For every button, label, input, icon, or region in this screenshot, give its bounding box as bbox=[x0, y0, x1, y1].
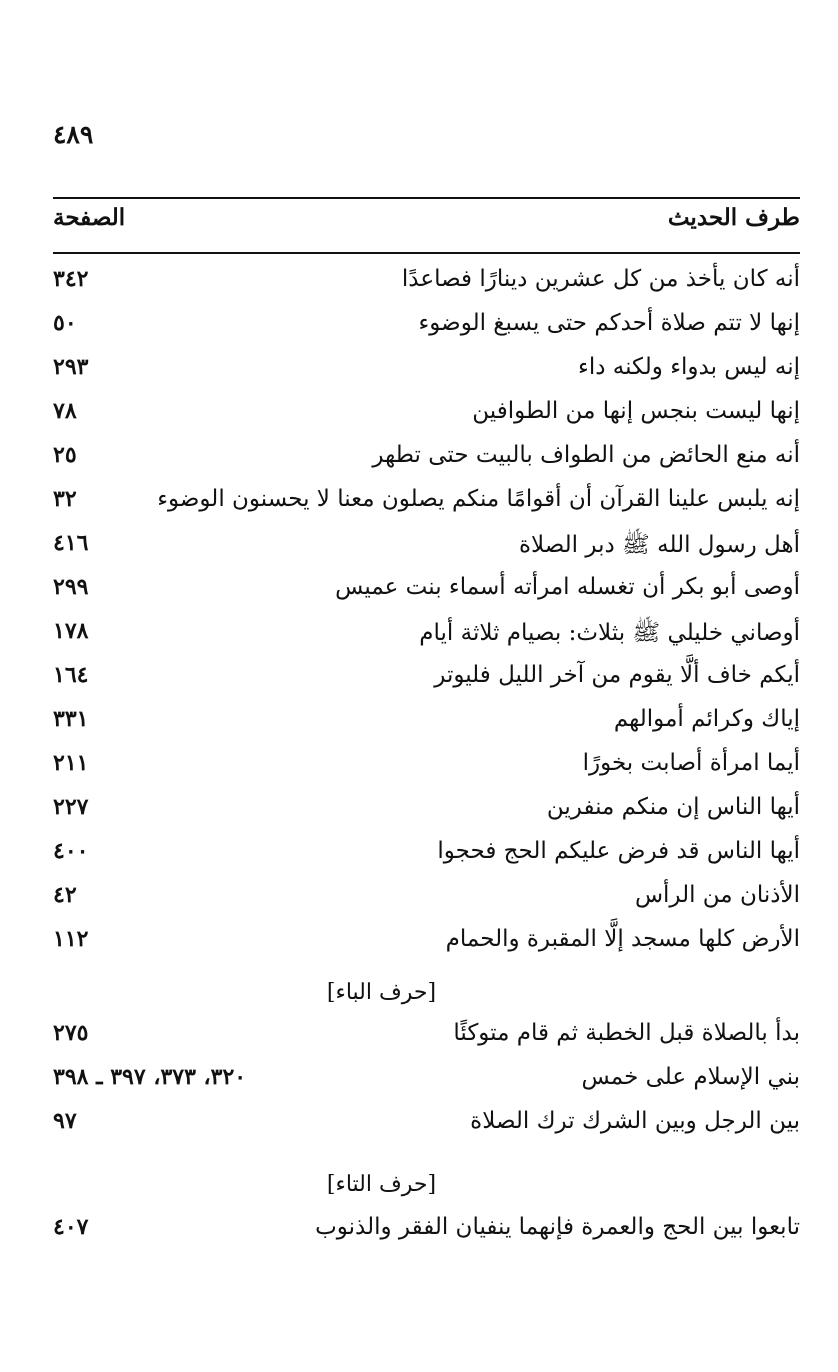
list-item bbox=[53, 658, 800, 702]
list-item bbox=[53, 834, 800, 878]
list-item bbox=[53, 1060, 800, 1104]
list-item bbox=[53, 614, 800, 658]
entry-text: إنه ليس بدواء ولكنه داء bbox=[578, 354, 800, 380]
entry-text: أنه منع الحائض من الطواف بالبيت حتى تطهر bbox=[372, 442, 800, 468]
entry-text: إنها ليست بنجس إنها من الطوافين bbox=[472, 398, 800, 424]
entry-page: ٣٢ bbox=[53, 486, 77, 512]
entry-page: ٣٤٢ bbox=[53, 266, 89, 292]
list-item bbox=[53, 790, 800, 834]
entry-text: الأرض كلها مسجد إلَّا المقبرة والحمام bbox=[445, 926, 800, 952]
entry-page: ٥٠ bbox=[53, 310, 77, 336]
list-item bbox=[53, 394, 800, 438]
entries-alif bbox=[53, 262, 800, 966]
entry-text: أوصى أبو بكر أن تغسله امرأته أسماء بنت عميس bbox=[335, 574, 800, 600]
entry-text: إنها لا تتم صلاة أحدكم حتى يسبغ الوضوء bbox=[418, 310, 800, 336]
entry-page: ١٦٤ bbox=[53, 662, 89, 688]
entry-page: ٣٢٠، ٣٧٣، ٣٩٧ ـ ٣٩٨ bbox=[53, 1064, 247, 1090]
header-rule-top bbox=[53, 197, 800, 199]
list-item bbox=[53, 878, 800, 922]
entry-page: ٢٩٣ bbox=[53, 354, 89, 380]
header-rule-bottom bbox=[53, 252, 800, 254]
entry-page: ٢٢٧ bbox=[53, 794, 89, 820]
table-header bbox=[53, 204, 800, 244]
list-item bbox=[53, 262, 800, 306]
list-item bbox=[53, 570, 800, 614]
entry-page: ٤٠٧ bbox=[53, 1214, 89, 1240]
entry-text: بدأ بالصلاة قبل الخطبة ثم قام متوكئًا bbox=[453, 1020, 800, 1046]
list-item bbox=[53, 922, 800, 966]
list-item bbox=[53, 746, 800, 790]
entry-page: ٢٩٩ bbox=[53, 574, 89, 600]
entry-text: بين الرجل وبين الشرك ترك الصلاة bbox=[470, 1108, 800, 1134]
entry-page: ٢٧٥ bbox=[53, 1020, 89, 1046]
list-item bbox=[53, 350, 800, 394]
entry-page: ٤٠٠ bbox=[53, 838, 89, 864]
entry-text: إياك وكرائم أموالهم bbox=[613, 706, 800, 732]
entry-page: ١٧٨ bbox=[53, 618, 89, 644]
list-item bbox=[53, 702, 800, 746]
list-item bbox=[53, 526, 800, 570]
section-title: [حرف التاء] bbox=[326, 1172, 437, 1197]
entry-text: إنه يلبس علينا القرآن أن أقوامًا منكم يصلون معنا لا يحسنون الوضوء bbox=[157, 486, 800, 512]
list-item bbox=[53, 306, 800, 350]
entry-text: الأذنان من الرأس bbox=[634, 882, 800, 908]
entry-page: ١١٢ bbox=[53, 926, 89, 952]
list-item bbox=[53, 1016, 800, 1060]
entry-text: أوصاني خليلي ﷺ بثلاث: بصيام ثلاثة أيام bbox=[419, 620, 800, 646]
section-title: [حرف الباء] bbox=[326, 980, 437, 1005]
entries-ta bbox=[53, 1210, 800, 1254]
list-item bbox=[53, 482, 800, 526]
list-item bbox=[53, 1210, 800, 1254]
list-item bbox=[53, 1104, 800, 1148]
page-number: ٤٨٩ bbox=[53, 120, 94, 149]
entry-page: ٢١١ bbox=[53, 750, 89, 776]
entry-page: ٧٨ bbox=[53, 398, 77, 424]
entry-text: أيها الناس إن منكم منفرين bbox=[546, 794, 800, 820]
entry-text: أيكم خاف ألَّا يقوم من آخر الليل فليوتر bbox=[434, 662, 800, 688]
entry-text: تابعوا بين الحج والعمرة فإنهما ينفيان الفقر والذنوب bbox=[315, 1214, 800, 1240]
entries-ba bbox=[53, 1016, 800, 1148]
entry-text: أنه كان يأخذ من كل عشرين دينارًا فصاعدًا bbox=[401, 266, 800, 292]
entry-page: ٤١٦ bbox=[53, 530, 89, 556]
entry-text: أيها الناس قد فرض عليكم الحج فحجوا bbox=[437, 838, 800, 864]
entry-text: أهل رسول الله ﷺ دبر الصلاة bbox=[518, 532, 800, 558]
entry-text: بني الإسلام على خمس bbox=[581, 1064, 800, 1090]
column-header-page: الصفحة bbox=[53, 204, 126, 231]
entry-page: ٣٣١ bbox=[53, 706, 89, 732]
section-heading-ta bbox=[53, 1172, 800, 1197]
entry-text: أيما امرأة أصابت بخورًا bbox=[582, 750, 800, 776]
entry-page: ٢٥ bbox=[53, 442, 77, 468]
section-heading-ba bbox=[53, 980, 800, 1005]
entry-page: ٤٢ bbox=[53, 882, 77, 908]
column-header-hadith: طرف الحديث bbox=[667, 204, 800, 231]
list-item bbox=[53, 438, 800, 482]
entry-page: ٩٧ bbox=[53, 1108, 77, 1134]
